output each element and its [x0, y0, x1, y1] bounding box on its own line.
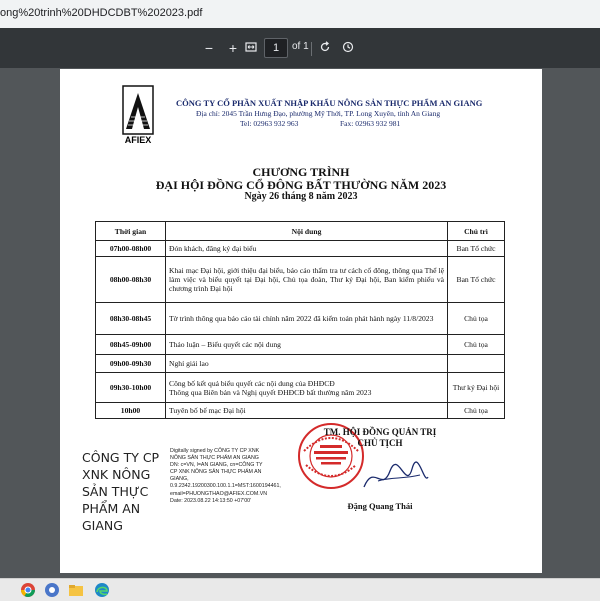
cell-chair: Thư ký Đại hội [448, 373, 505, 403]
cell-time: 09h30-10h00 [96, 373, 166, 403]
rotate-icon[interactable] [318, 39, 332, 57]
pdf-page [60, 69, 542, 573]
cell-time: 07h00-08h00 [96, 241, 166, 257]
company-fax: Fax: 02963 932 981 [340, 119, 401, 128]
zoom-in-button[interactable]: + [228, 40, 238, 56]
doc-subtitle: ĐẠI HỘI ĐỒNG CỔ ĐÔNG BẤT THƯỜNG NĂM 2023 [155, 178, 447, 192]
doc-date: Ngày 26 tháng 8 năm 2023 [244, 191, 358, 202]
board-title: TM. HỘI ĐỒNG QUẢN TRỊ [323, 427, 437, 437]
cell-content: Thảo luận – Biểu quyết các nội dung [166, 335, 448, 355]
page-number-input[interactable]: 1 [264, 38, 288, 58]
board-role: CHỦ TỊCH [357, 438, 403, 448]
cell-content: Khai mạc Đại hội, giới thiệu đại biểu, báo cáo thẩm tra tư cách cổ đông, thông qua Thể lệ làm việc và biểu quyết tại Đại hội, Chủ tọa đoàn, Thư ký Đại hội, Ban kiểm phiếu và chương trình Đại hội [166, 257, 448, 303]
company-name: CÔNG TY CỔ PHẦN XUẤT NHẬP KHẨU NÔNG SẢN THỰC PHẨM AN GIANG [176, 98, 483, 108]
table-row [96, 355, 505, 373]
cell-time: 10h00 [96, 403, 166, 419]
cell-time: 09h00-09h30 [96, 355, 166, 373]
cell-chair [448, 355, 505, 373]
toolbar-divider [311, 42, 312, 56]
header-content: Nội dung [166, 222, 448, 241]
edge-icon[interactable] [94, 582, 110, 598]
page-total: of 1 [292, 41, 309, 52]
afiex-logo-icon [122, 85, 154, 135]
history-icon[interactable] [340, 39, 356, 57]
cell-time: 08h30-08h45 [96, 303, 166, 335]
app-icon[interactable] [44, 582, 60, 598]
cell-chair: Chủ tọa [448, 335, 505, 355]
cell-chair: Chủ tọa [448, 303, 505, 335]
table-row [96, 257, 505, 303]
table-row [96, 335, 505, 355]
pdf-toolbar [0, 28, 600, 68]
os-taskbar [0, 578, 600, 601]
browser-tab-strip [0, 0, 600, 29]
fit-page-icon[interactable] [244, 39, 258, 57]
cell-content: Đón khách, đăng ký đại biểu [166, 241, 448, 257]
tab-title[interactable]: ong%20trinh%20DHDCDBT%202023.pdf [0, 7, 203, 19]
table-row [96, 303, 505, 335]
header-chair: Chủ trì [448, 222, 505, 241]
cell-content: Nghỉ giải lao [166, 355, 448, 373]
doc-title: CHƯƠNG TRÌNH [252, 165, 350, 179]
header-time: Thời gian [96, 222, 166, 241]
company-tel: Tel: 02963 932 963 [240, 119, 299, 128]
cell-time: 08h00-08h30 [96, 257, 166, 303]
program-table [95, 221, 505, 419]
cell-chair: Chủ tọa [448, 403, 505, 419]
logo-text: AFIEX [124, 135, 152, 145]
cell-content: Tờ trình thông qua báo cáo tài chính năm 2022 đã kiểm toán phát hành ngày 11/8/2023 [166, 303, 448, 335]
handwritten-signature-icon [360, 457, 430, 497]
cell-content: Công bố kết quả biểu quyết các nội dung của ĐHĐCĐ Thông qua Biên bản và Nghị quyết ĐHĐCĐ bất thường năm 2023 [166, 373, 448, 403]
file-explorer-icon[interactable] [68, 582, 84, 598]
table-row [96, 241, 505, 257]
company-signature-name: CÔNG TY CP XNK NÔNG SẢN THỰC PHẨM AN GIANG [82, 450, 160, 533]
digital-signature-info: Digitally signed by CÔNG TY CP XNK NÔNG SẢN THỰC PHẨM AN GIANG DN: c=VN, l=AN GIANG, cn=CÔNG TY CP XNK NÔNG SẢN THỰC PHẨM AN GIANG, 0.9.2342.19200300.100.1.1=MST:1600194461, email=PHUONGTHAO@AFIEX.COM.VN Date: 2023.08.22 14:13:50 +07'00' [170, 448, 281, 504]
cell-chair: Ban Tổ chức [448, 241, 505, 257]
zoom-out-button[interactable]: − [204, 40, 214, 56]
table-row [96, 403, 505, 419]
table-row [96, 373, 505, 403]
chrome-icon[interactable] [20, 582, 36, 598]
cell-content: Tuyên bố bế mạc Đại hội [166, 403, 448, 419]
signer-name: Đặng Quang Thái [347, 501, 413, 511]
cell-time: 08h45-09h00 [96, 335, 166, 355]
company-address: Địa chỉ: 2045 Trần Hưng Đạo, phường Mỹ Thới, TP. Long Xuyên, tỉnh An Giang [196, 109, 441, 118]
cell-chair: Ban Tổ chức [448, 257, 505, 303]
